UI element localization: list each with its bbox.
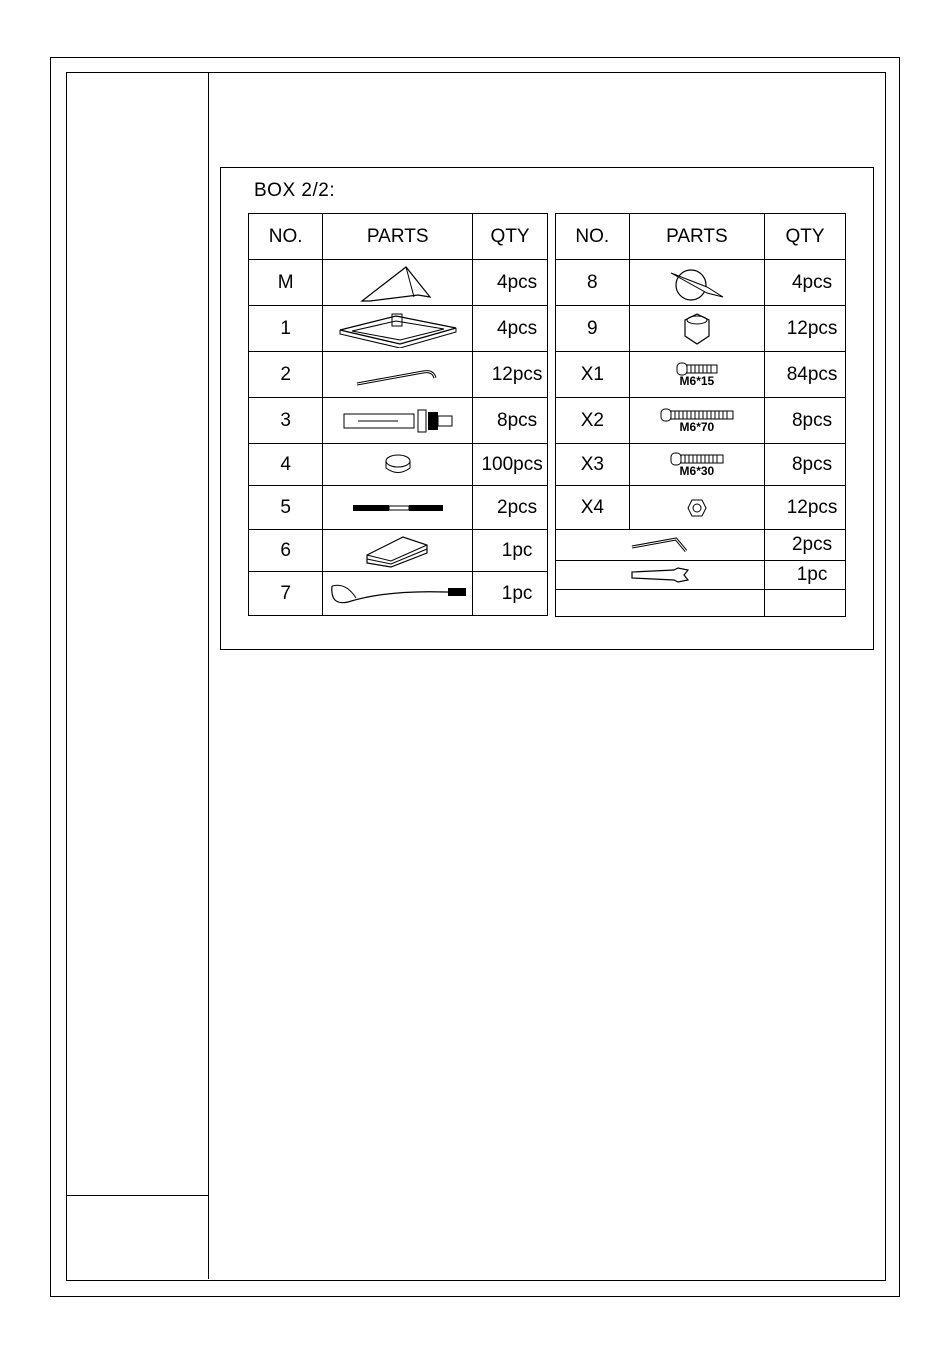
part-qty: 2pcs (473, 486, 548, 530)
header-no: NO. (556, 214, 630, 260)
empty-cell (556, 590, 765, 617)
table-row (249, 530, 548, 572)
part-no: 6 (249, 530, 323, 572)
bolt-short-icon (629, 352, 764, 398)
spanner-icon (556, 561, 765, 590)
part-qty: 12pcs (765, 486, 846, 530)
table-header-row (249, 214, 548, 260)
part-no: 9 (556, 306, 630, 352)
part-no: X1 (556, 352, 630, 398)
table-row (249, 486, 548, 530)
strap-icon (323, 572, 473, 616)
table-row (556, 306, 846, 352)
table-row (556, 561, 846, 590)
part-no: 3 (249, 398, 323, 444)
side-column-divider (66, 1195, 209, 1196)
bolt-medium-icon (629, 444, 764, 486)
header-qty: QTY (765, 214, 846, 260)
part-no: M (249, 260, 323, 306)
table-row (249, 572, 548, 616)
bolt-spec: M6*70 (679, 419, 715, 434)
bolt-spec: M6*15 (679, 373, 715, 388)
part-no: X2 (556, 398, 630, 444)
table-row (249, 306, 548, 352)
header-parts: PARTS (323, 214, 473, 260)
hex-nut-icon (629, 486, 764, 530)
table-header-row (556, 214, 846, 260)
parts-table-right (555, 213, 846, 617)
part-qty: 4pcs (765, 260, 846, 306)
part-qty: 1pc (473, 572, 548, 616)
expansion-bolt-icon (323, 398, 473, 444)
empty-cell (765, 590, 846, 617)
base-plate-icon (323, 306, 473, 352)
part-no: 5 (249, 486, 323, 530)
part-no: X4 (556, 486, 630, 530)
table-row (556, 398, 846, 444)
table-row (556, 260, 846, 306)
bent-rod-icon (323, 352, 473, 398)
box-title: BOX 2/2: (254, 180, 336, 201)
table-row (556, 530, 846, 561)
part-qty: 8pcs (765, 444, 846, 486)
part-qty: 8pcs (765, 398, 846, 444)
hex-nut-cap-icon (629, 306, 764, 352)
part-qty: 100pcs (473, 444, 548, 486)
header-no: NO. (249, 214, 323, 260)
part-no: 2 (249, 352, 323, 398)
part-qty: 12pcs (473, 352, 548, 398)
part-no: 1 (249, 306, 323, 352)
part-qty: 1pc (765, 561, 846, 590)
triangle-bracket-icon (323, 260, 473, 306)
part-no: 7 (249, 572, 323, 616)
table-row (556, 352, 846, 398)
part-no: 8 (556, 260, 630, 306)
table-row (556, 486, 846, 530)
table-row (556, 444, 846, 486)
table-row (249, 260, 548, 306)
part-no: X3 (556, 444, 630, 486)
part-qty: 8pcs (473, 398, 548, 444)
part-qty: 1pc (473, 530, 548, 572)
table-row (249, 444, 548, 486)
folded-pad-icon (323, 530, 473, 572)
threaded-rod-icon (323, 486, 473, 530)
header-qty: QTY (473, 214, 548, 260)
bolt-spec: M6*30 (679, 463, 715, 478)
parts-table-left (248, 213, 548, 616)
allen-key-icon (556, 530, 765, 561)
wing-knob-icon (629, 260, 764, 306)
part-qty: 12pcs (765, 306, 846, 352)
bolt-long-icon (629, 398, 764, 444)
part-qty: 4pcs (473, 260, 548, 306)
header-parts: PARTS (629, 214, 764, 260)
part-qty: 2pcs (765, 530, 846, 561)
table-row (249, 352, 548, 398)
part-no: 4 (249, 444, 323, 486)
part-qty: 4pcs (473, 306, 548, 352)
cap-icon (323, 444, 473, 486)
table-row (249, 398, 548, 444)
part-qty: 84pcs (765, 352, 846, 398)
table-row (556, 590, 846, 617)
side-column (66, 72, 209, 1279)
